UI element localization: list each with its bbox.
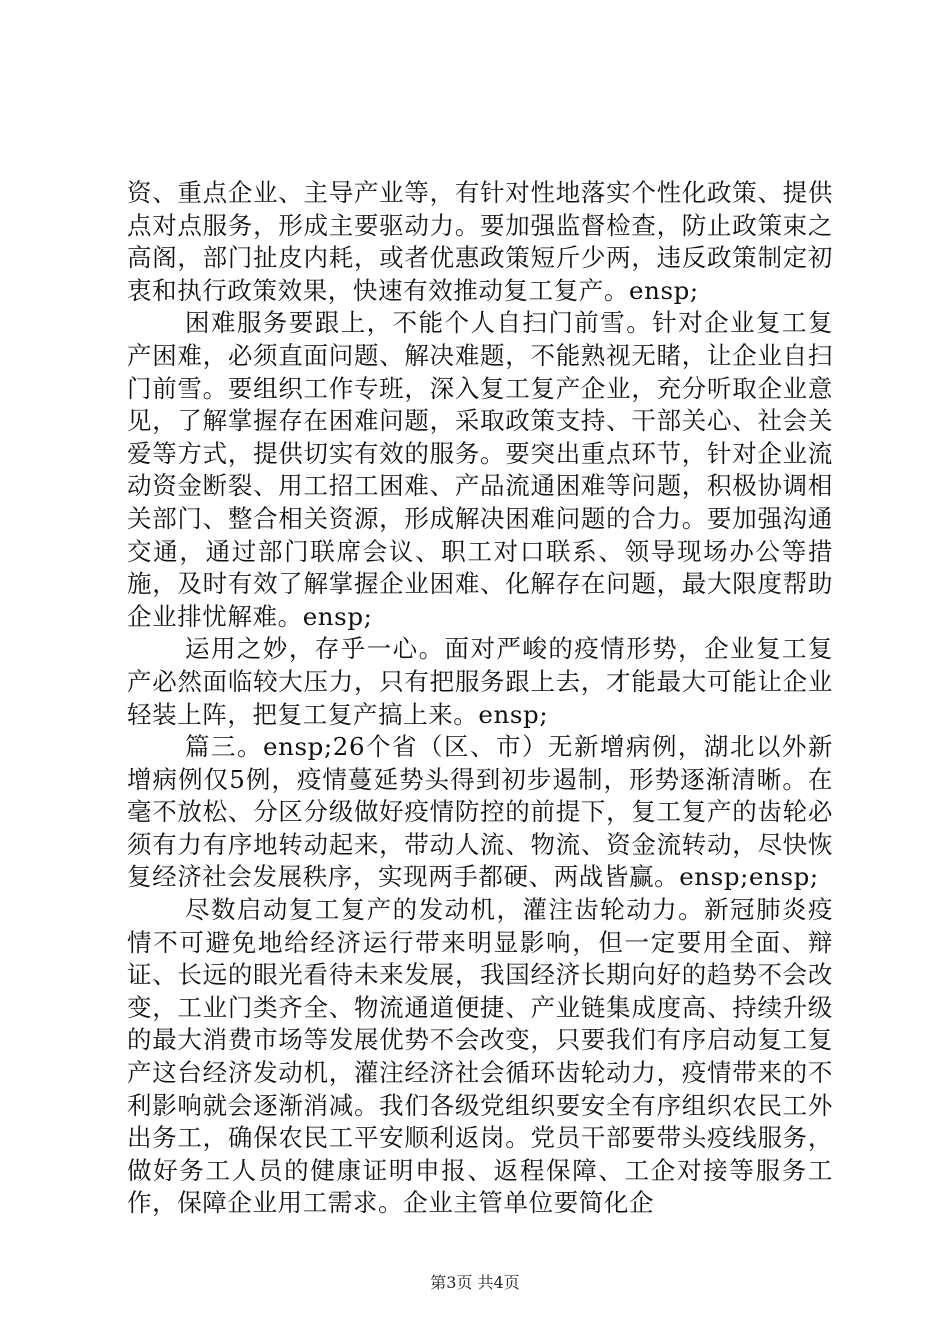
page-footer: 第3页 共4页 <box>430 1273 520 1292</box>
document-body <box>127 177 833 1220</box>
paragraph-2: 困难服务要跟上，不能个人自扫门前雪。针对企业复工复产困难，必须直面问题、解决难题，不能熟视无睹，让企业自扫门前雪。要组织工作专班，深入复工复产企业，充分听取企业意见，了解掌握存在困难问题，采取政策支持、干部关心、社会关爱等方式，提供切实有效的服务。要突出重点环节，针对企业流动资金断裂、用工招工困难、产品流通困难等问题，积极协调相关部门、整合相关资源，形成解决困难问题的合力。要加强沟通交通，通过部门联席会议、职工对口联系、领导现场办公等措施，及时有效了解掌握企业困难、化解存在问题，最大限度帮助企业排忧解难。ensp; <box>127 308 833 631</box>
paragraph-1: 资、重点企业、主导产业等，有针对性地落实个性化政策、提供点对点服务，形成主要驱动力。要加强监督检查，防止政策束之高阁，部门扯皮内耗，或者优惠政策短斤少两，违反政策制定初衷和执行政策效果，快速有效推动复工复产。ensp; <box>127 178 833 305</box>
paragraph-3: 运用之妙，存乎一心。面对严峻的疫情形势，企业复工复产必然面临较大压力，只有把服务跟上去，才能最大可能让企业轻装上阵，把复工复产搞上来。ensp; <box>127 634 833 729</box>
paragraph-5: 尽数启动复工复产的发动机，灌注齿轮动力。新冠肺炎疫情不可避免地给经济运行带来明显影响，但一定要用全面、辩证、长远的眼光看待未来发展，我国经济长期向好的趋势不会改变，工业门类齐全、物流通道便捷、产业链集成度高、持续升级的最大消费市场等发展优势不会改变，只要我们有序启动复工复产这台经济发动机，灌注经济社会循环齿轮动力，疫情带来的不利影响就会逐渐消减。我们各级党组织要安全有序组织农民工外出务工，确保农民工平安顺利返岗。党员干部要带头疫线服务，做好务工人员的健康证明申报、返程保障、工企对接等服务工作，保障企业用工需求。企业主管单位要简化企 <box>127 895 833 1218</box>
paragraph-4: 篇三。ensp;26个省（区、市）无新增病例，湖北以外新增病例仅5例，疫情蔓延势头得到初步遏制，形势逐渐清晰。在毫不放松、分区分级做好疫情防控的前提下，复工复产的齿轮必须有力有序地转动起来，带动人流、物流、资金流转动，尽快恢复经济社会发展秩序，实现两手都硬、两战皆赢。ensp;ensp; <box>127 732 833 892</box>
